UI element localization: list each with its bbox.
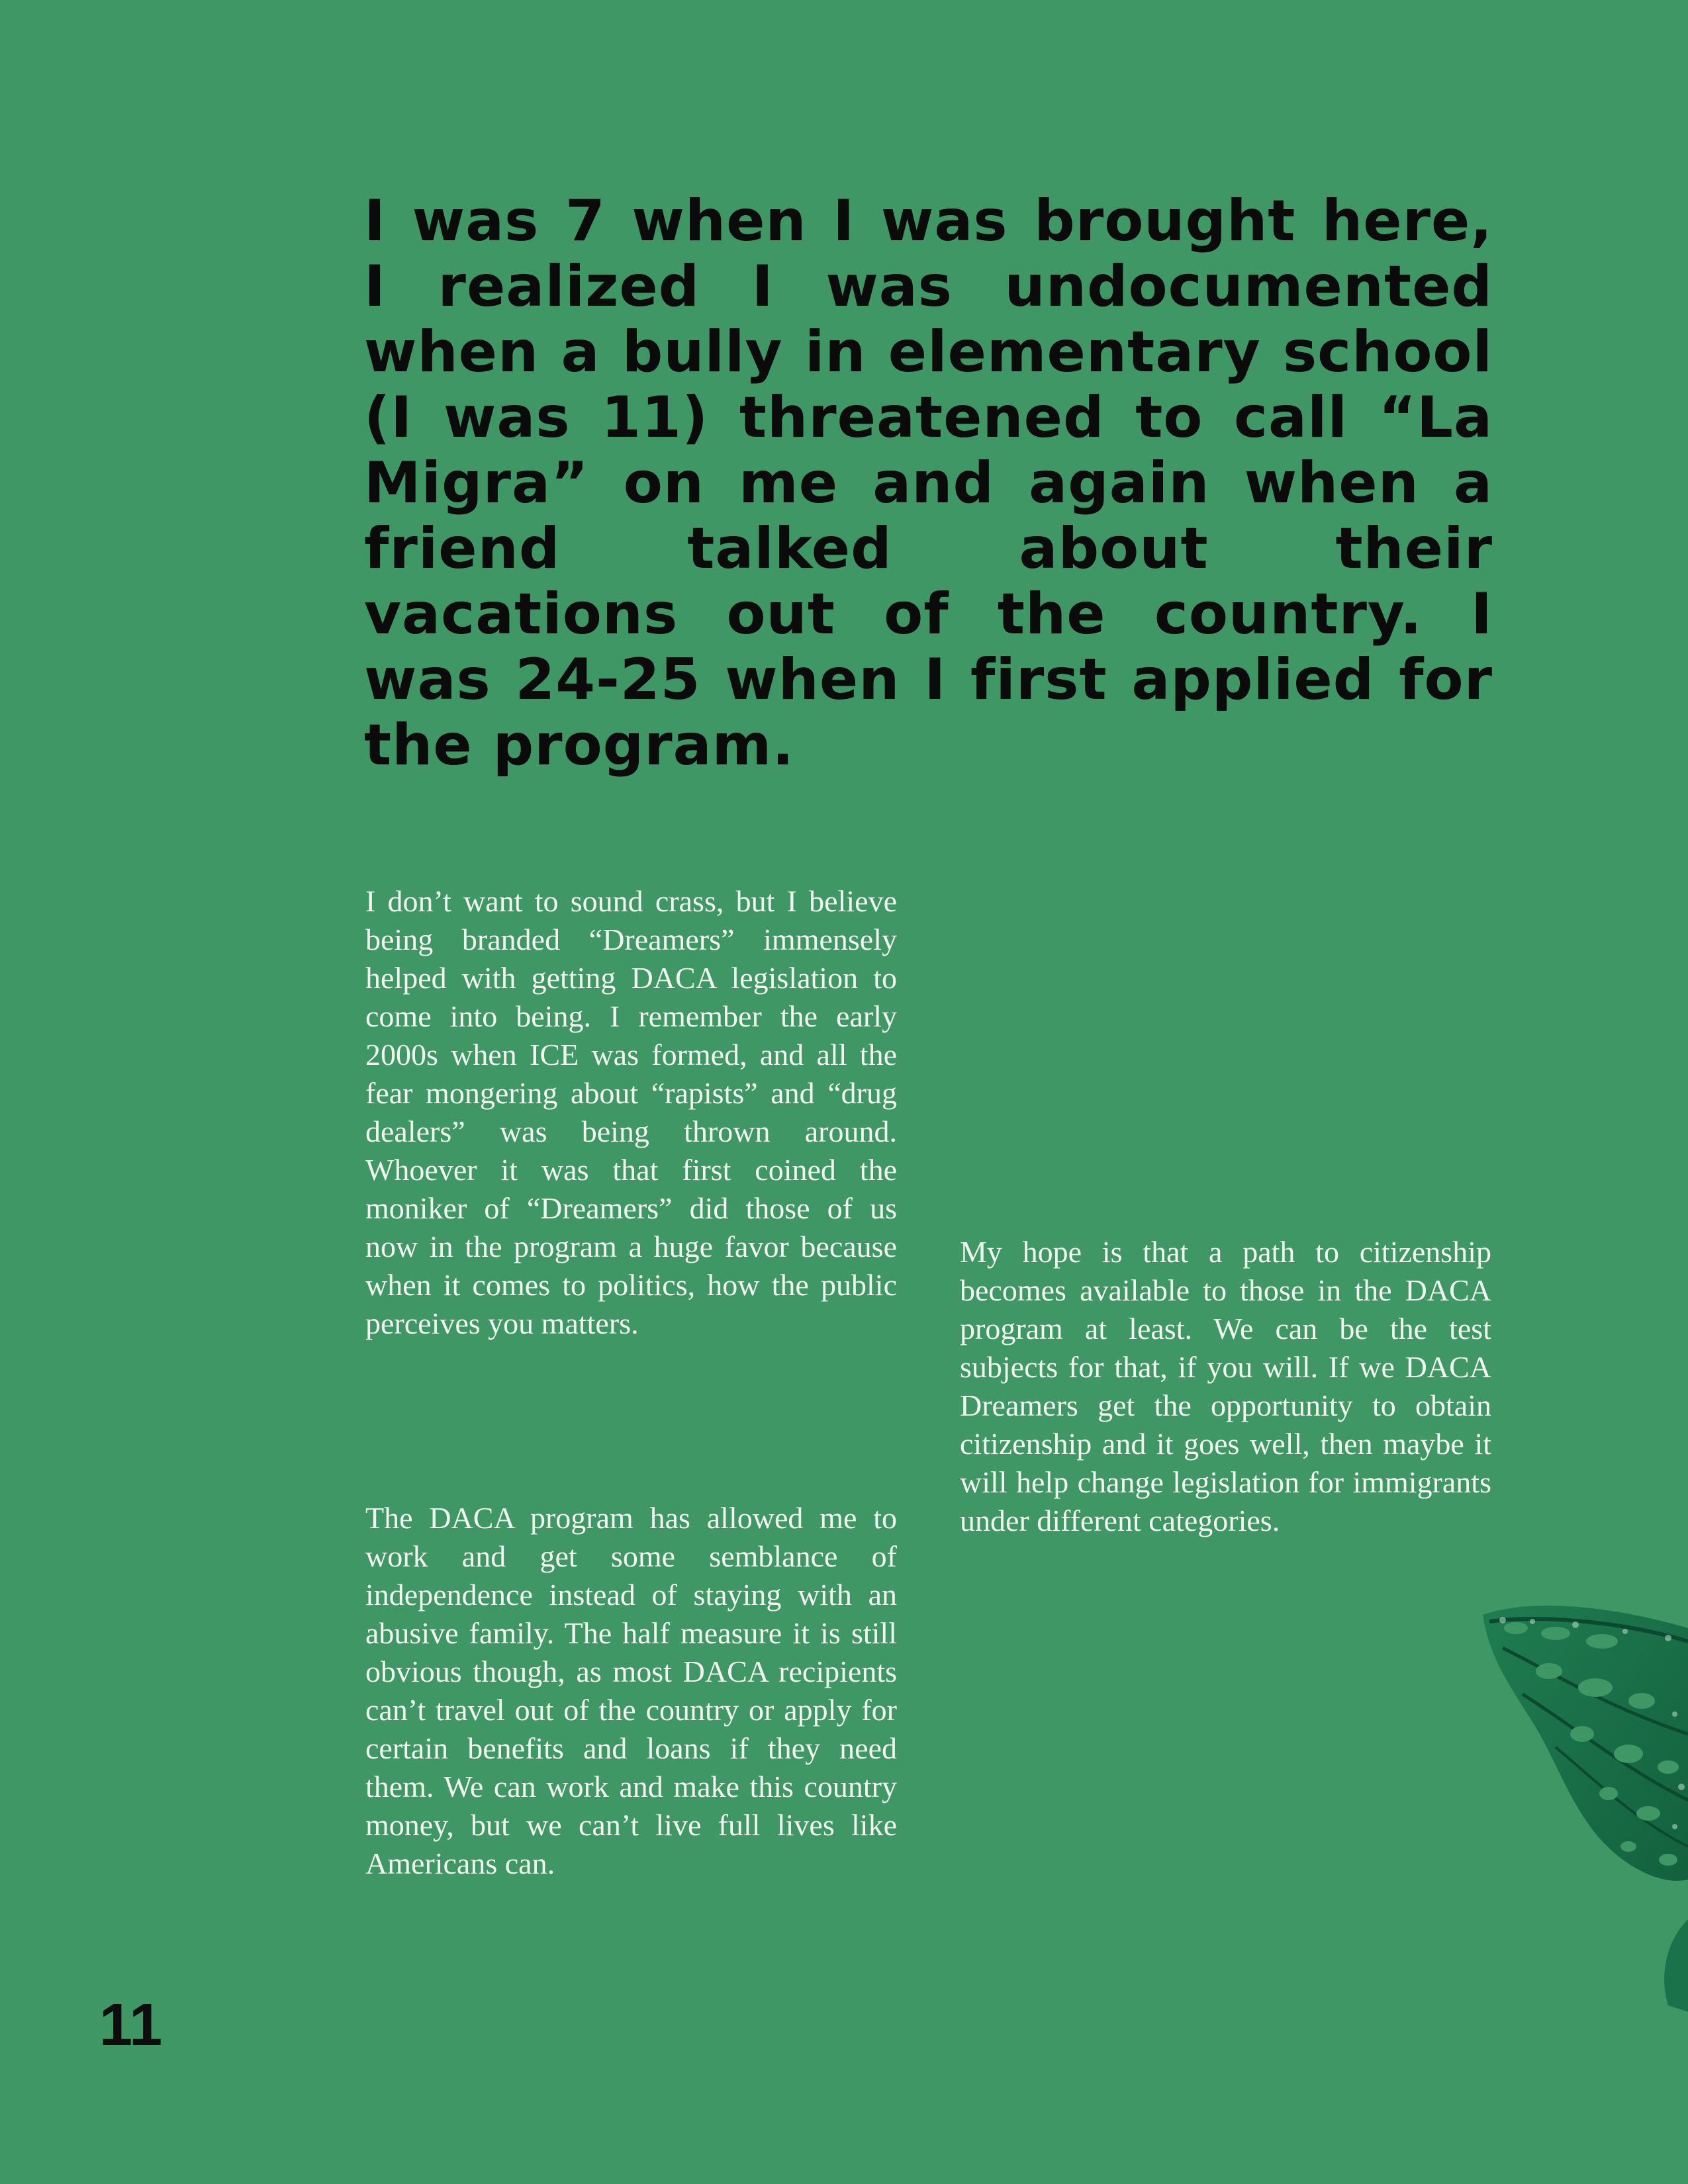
- page-number: 11: [99, 1992, 163, 2058]
- butterfly-wing-edge-image: [1655, 1919, 1688, 2012]
- paragraph-daca-program: The DACA program has allowed me to work and get some semblance of independence instead of staying with an abusive family. The half measure it is still obvious though, as most DACA recipients can’t travel out of the country or apply for certain benefits and loans if they need them. We can work and make this country money, but we can’t live full lives like Americans can.: [365, 1501, 897, 1880]
- pull-quote: I was 7 when I was brought here, I realized I was undocumented when a bully in elementary school (I was 11) threatened to call “La Migra” on me and again when a friend talked about their vacations out of the country. I was 24-25 when I first applied for the program.: [364, 188, 1493, 778]
- paragraph-dreamers: I don’t want to sound crass, but I believe being branded “Dreamers” immensely helped with getting DACA legislation to come into being. I remember the early 2000s when ICE was formed, and all the fear mongering about “rapists” and “drug dealers” was being thrown around. Whoever it was that first coined the moniker of “Dreamers” did those of us now in the program a huge favor because when it comes to politics, how the public perceives you matters.: [365, 884, 897, 1340]
- paragraph-hope: My hope is that a path to citizenship becomes available to those in the DACA program at least. We can be the test subjects for that, if you will. If we DACA Dreamers get the opportunity to obtain citizenship and it goes well, then maybe it will help change legislation for immigrants under different categories.: [960, 1235, 1491, 1537]
